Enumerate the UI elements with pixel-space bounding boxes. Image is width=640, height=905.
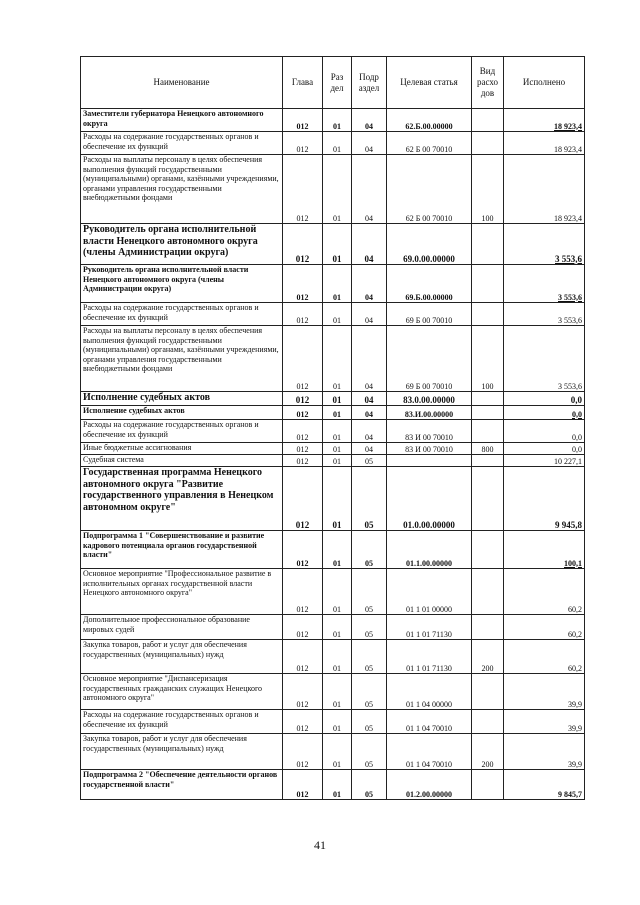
- row-podrazdel: 05: [352, 569, 387, 615]
- row-podrazdel: 04: [352, 443, 387, 455]
- table-row: [81, 615, 585, 640]
- row-sum: 9 845,7: [504, 770, 585, 800]
- row-podrazdel: 04: [352, 265, 387, 303]
- row-glava: 012: [283, 770, 323, 800]
- row-vid: [472, 467, 504, 531]
- row-vid: [472, 770, 504, 800]
- row-sum: 0,0: [504, 406, 585, 420]
- row-glava: 012: [283, 569, 323, 615]
- row-sum: 60,2: [504, 569, 585, 615]
- header-podrazdel: Подр аздел: [352, 57, 387, 109]
- row-sum: 18 923,4: [504, 155, 585, 224]
- row-razdel: 01: [323, 155, 352, 224]
- row-podrazdel: 04: [352, 406, 387, 420]
- row-vid: [472, 531, 504, 569]
- table-row: [81, 770, 585, 800]
- row-glava: 012: [283, 674, 323, 710]
- row-vid: 100: [472, 326, 504, 392]
- row-statya: 01 1 01 71130: [387, 640, 472, 674]
- row-podrazdel: 04: [352, 420, 387, 443]
- row-podrazdel: 04: [352, 224, 387, 265]
- page-number: 41: [314, 838, 326, 852]
- row-razdel: 01: [323, 406, 352, 420]
- row-razdel: 01: [323, 224, 352, 265]
- row-sum: 60,2: [504, 615, 585, 640]
- row-razdel: 01: [323, 443, 352, 455]
- row-name: Расходы на выплаты персоналу в целях обеспечения выполнения функций государственными (муниципальными) органами, казёнными учреждениями, органами управления государственными внебюджетными фондами: [81, 326, 283, 392]
- row-glava: 012: [283, 710, 323, 734]
- row-statya: 62 Б 00 70010: [387, 132, 472, 155]
- row-statya: 83.0.00.00000: [387, 392, 472, 406]
- row-podrazdel: 05: [352, 467, 387, 531]
- row-vid: [472, 420, 504, 443]
- table-row: [81, 109, 585, 132]
- row-glava: 012: [283, 467, 323, 531]
- row-podrazdel: 05: [352, 455, 387, 467]
- row-sum: 10 227,1: [504, 455, 585, 467]
- row-sum: 18 923,4: [504, 109, 585, 132]
- row-razdel: 01: [323, 734, 352, 770]
- row-statya: 83 И 00 70010: [387, 443, 472, 455]
- row-podrazdel: 05: [352, 674, 387, 710]
- row-razdel: 01: [323, 326, 352, 392]
- row-statya: 01.1.00.00000: [387, 531, 472, 569]
- row-razdel: 01: [323, 710, 352, 734]
- header-vid: Вид расхо дов: [472, 57, 504, 109]
- row-podrazdel: 05: [352, 710, 387, 734]
- row-name: Расходы на содержание государственных органов и обеспечение их функций: [81, 132, 283, 155]
- row-glava: 012: [283, 420, 323, 443]
- row-name: Исполнение судебных актов: [81, 406, 283, 420]
- row-razdel: 01: [323, 770, 352, 800]
- row-name: Подпрограмма 2 "Обеспечение деятельности органов государственной власти": [81, 770, 283, 800]
- row-vid: [472, 132, 504, 155]
- table-row: [81, 734, 585, 770]
- table-row: [81, 392, 585, 406]
- row-podrazdel: 05: [352, 640, 387, 674]
- row-sum: 100,1: [504, 531, 585, 569]
- row-sum: 0,0: [504, 420, 585, 443]
- row-podrazdel: 04: [352, 392, 387, 406]
- row-vid: [472, 109, 504, 132]
- row-statya: 01.2.00.00000: [387, 770, 472, 800]
- row-sum: 0,0: [504, 443, 585, 455]
- table-row: [81, 155, 585, 224]
- row-statya: 69.Б.00.00000: [387, 265, 472, 303]
- row-glava: 012: [283, 303, 323, 326]
- row-razdel: 01: [323, 640, 352, 674]
- row-sum: 3 553,6: [504, 303, 585, 326]
- header-glava: Глава: [283, 57, 323, 109]
- row-name: Расходы на содержание государственных органов и обеспечение их функций: [81, 303, 283, 326]
- row-razdel: 01: [323, 569, 352, 615]
- table-row: [81, 569, 585, 615]
- header-razdel: Раз дел: [323, 57, 352, 109]
- header-statya: Целевая статья: [387, 57, 472, 109]
- row-podrazdel: 04: [352, 109, 387, 132]
- row-statya: 01 1 01 00000: [387, 569, 472, 615]
- row-name: Руководитель органа исполнительной власти Ненецкого автономного округа (члены Администрации округа): [81, 265, 283, 303]
- row-name: Судебная система: [81, 455, 283, 467]
- row-sum: 3 553,6: [504, 224, 585, 265]
- row-vid: [472, 710, 504, 734]
- row-name: Закупка товаров, работ и услуг для обеспечения государственных (муниципальных) нужд: [81, 734, 283, 770]
- table-row: [81, 455, 585, 467]
- row-vid: 200: [472, 640, 504, 674]
- row-razdel: 01: [323, 674, 352, 710]
- row-name: Заместители губернатора Ненецкого автономного округа: [81, 109, 283, 132]
- row-razdel: 01: [323, 531, 352, 569]
- header-row: [81, 57, 585, 109]
- row-glava: 012: [283, 734, 323, 770]
- row-vid: 100: [472, 155, 504, 224]
- row-glava: 012: [283, 224, 323, 265]
- row-glava: 012: [283, 531, 323, 569]
- row-name: Подпрограмма 1 "Совершенствование и развитие кадрового потенциала органов государственной власти": [81, 531, 283, 569]
- row-sum: 18 923,4: [504, 132, 585, 155]
- row-glava: 012: [283, 615, 323, 640]
- row-statya: 69.0.00.00000: [387, 224, 472, 265]
- row-razdel: 01: [323, 615, 352, 640]
- row-razdel: 01: [323, 132, 352, 155]
- table-row: [81, 132, 585, 155]
- row-statya: 62.Б.00.00000: [387, 109, 472, 132]
- table-row: [81, 326, 585, 392]
- row-podrazdel: 04: [352, 303, 387, 326]
- table-row: [81, 443, 585, 455]
- row-name: Закупка товаров, работ и услуг для обеспечения государственных (муниципальных) нужд: [81, 640, 283, 674]
- row-razdel: 01: [323, 109, 352, 132]
- row-statya: 01 1 01 71130: [387, 615, 472, 640]
- row-name: Основное мероприятие "Диспансеризация государственных гражданских служащих Ненецкого автономного округа": [81, 674, 283, 710]
- row-name: Иные бюджетные ассигнования: [81, 443, 283, 455]
- row-vid: [472, 303, 504, 326]
- row-statya: 01.0.00.00000: [387, 467, 472, 531]
- row-glava: 012: [283, 443, 323, 455]
- row-sum: 39,9: [504, 674, 585, 710]
- header-name: Наименование: [81, 57, 283, 109]
- row-glava: 012: [283, 640, 323, 674]
- row-sum: 60,2: [504, 640, 585, 674]
- row-statya: 01 1 04 70010: [387, 734, 472, 770]
- row-razdel: 01: [323, 265, 352, 303]
- row-statya: 69 Б 00 70010: [387, 303, 472, 326]
- table-row: [81, 467, 585, 531]
- row-name: Исполнение судебных актов: [81, 392, 283, 406]
- table-row: [81, 303, 585, 326]
- row-glava: 012: [283, 109, 323, 132]
- table-row: [81, 674, 585, 710]
- row-vid: [472, 455, 504, 467]
- row-vid: [472, 569, 504, 615]
- table-row: [81, 265, 585, 303]
- row-statya: 83 И 00 70010: [387, 420, 472, 443]
- row-vid: 800: [472, 443, 504, 455]
- row-razdel: 01: [323, 392, 352, 406]
- row-statya: 62 Б 00 70010: [387, 155, 472, 224]
- row-name: Руководитель органа исполнительной власти Ненецкого автономного округа (члены Администрации округа): [81, 224, 283, 265]
- row-vid: [472, 615, 504, 640]
- row-glava: 012: [283, 265, 323, 303]
- row-glava: 012: [283, 392, 323, 406]
- row-sum: 39,9: [504, 710, 585, 734]
- table-row: [81, 224, 585, 265]
- row-statya: 01 1 04 70010: [387, 710, 472, 734]
- row-podrazdel: 05: [352, 770, 387, 800]
- row-vid: [472, 392, 504, 406]
- row-razdel: 01: [323, 420, 352, 443]
- row-sum: 9 945,8: [504, 467, 585, 531]
- row-name: Расходы на выплаты персоналу в целях обеспечения выполнения функций государственными (муниципальными) органами, казёнными учреждениями, органами управления государственными внебюджетными фондами: [81, 155, 283, 224]
- row-glava: 012: [283, 455, 323, 467]
- row-name: Дополнительное профессиональное образование мировых судей: [81, 615, 283, 640]
- table-row: [81, 531, 585, 569]
- row-vid: [472, 674, 504, 710]
- row-sum: 0,0: [504, 392, 585, 406]
- row-podrazdel: 05: [352, 615, 387, 640]
- row-glava: 012: [283, 132, 323, 155]
- row-vid: 200: [472, 734, 504, 770]
- row-podrazdel: 05: [352, 734, 387, 770]
- row-razdel: 01: [323, 455, 352, 467]
- row-podrazdel: 04: [352, 155, 387, 224]
- row-statya: 83.И.00.00000: [387, 406, 472, 420]
- row-name: Государственная программа Ненецкого автономного округа "Развитие государственного управления в Ненецком автономном округе": [81, 467, 283, 531]
- row-vid: [472, 224, 504, 265]
- row-vid: [472, 265, 504, 303]
- row-razdel: 01: [323, 467, 352, 531]
- row-sum: 39,9: [504, 734, 585, 770]
- row-podrazdel: 04: [352, 326, 387, 392]
- row-glava: 012: [283, 326, 323, 392]
- row-statya: 69 Б 00 70010: [387, 326, 472, 392]
- header-ispolneno: Исполнено: [504, 57, 585, 109]
- table-row: [81, 710, 585, 734]
- table-row: [81, 640, 585, 674]
- row-name: Основное мероприятие "Профессиональное развитие в исполнительных органах государственной власти Ненецкого автономного округа": [81, 569, 283, 615]
- table-row: [81, 420, 585, 443]
- row-podrazdel: 05: [352, 531, 387, 569]
- row-vid: [472, 406, 504, 420]
- budget-execution-table: [80, 56, 585, 800]
- row-razdel: 01: [323, 303, 352, 326]
- row-name: Расходы на содержание государственных органов и обеспечение их функций: [81, 420, 283, 443]
- row-sum: 3 553,6: [504, 265, 585, 303]
- row-sum: 3 553,6: [504, 326, 585, 392]
- row-glava: 012: [283, 406, 323, 420]
- row-glava: 012: [283, 155, 323, 224]
- row-statya: 01 1 04 00000: [387, 674, 472, 710]
- row-podrazdel: 04: [352, 132, 387, 155]
- table-row: [81, 406, 585, 420]
- row-statya: [387, 455, 472, 467]
- row-name: Расходы на содержание государственных органов и обеспечение их функций: [81, 710, 283, 734]
